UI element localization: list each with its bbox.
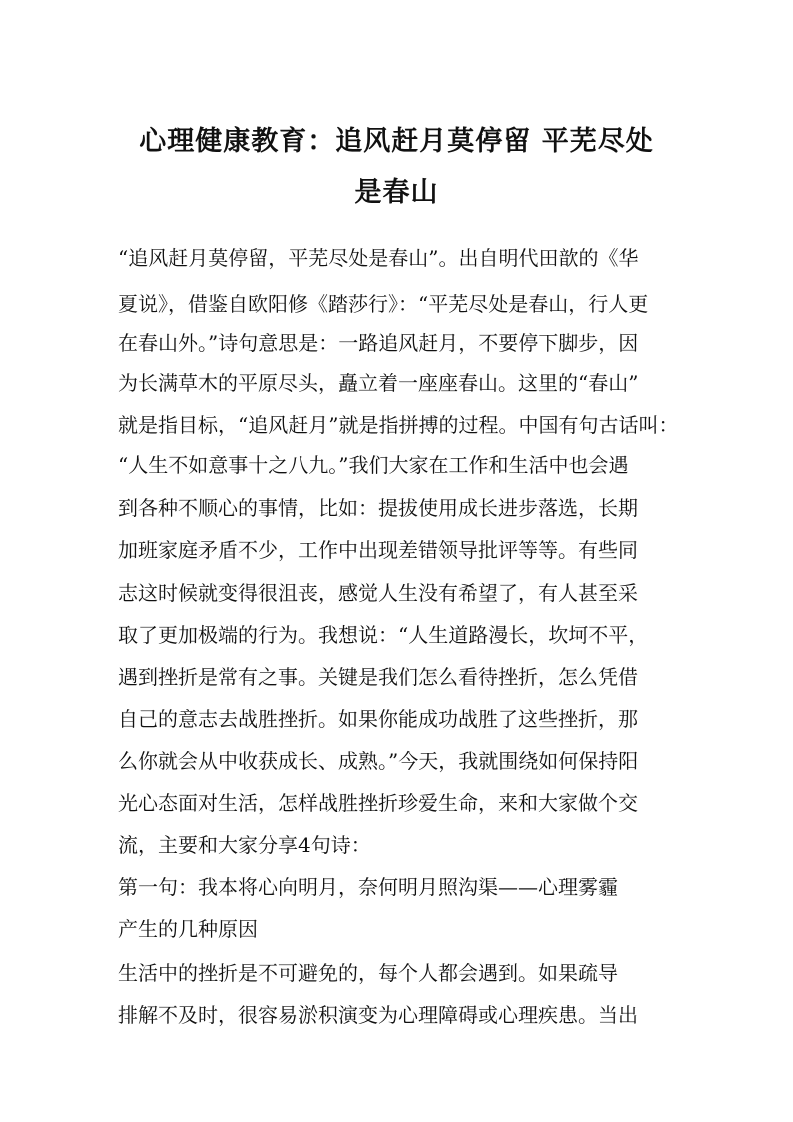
body-text-line: 光心态面对生活，怎样战胜挫折珍爱生命，来和大家做个交 bbox=[118, 791, 638, 815]
body-text-line: 流，主要和大家分享4句诗： bbox=[118, 833, 371, 857]
body-text-line: 到各种不顺心的事情，比如：提拔使用成长进步落选，长期 bbox=[118, 496, 638, 520]
document-title-line-1: 心理健康教育：追风赶月莫停留 平芜尽处 bbox=[139, 126, 654, 157]
document-title-line-2: 是春山 bbox=[354, 177, 439, 208]
section-heading-line: 第一句：我本将心向明月，奈何明月照沟渠——心理雾霾 bbox=[118, 875, 618, 899]
body-text-line: 夏说》，借鉴自欧阳修《踏莎行》：“平芜尽处是春山，行人更 bbox=[118, 292, 649, 316]
body-text-line: 就是指目标，“追风赶月”就是指拼搏的过程。中国有句古话叫： bbox=[118, 413, 679, 437]
body-text-line: 在春山外。”诗句意思是：一路追风赶月，不要停下脚步，因 bbox=[118, 331, 639, 355]
body-text-line: 生活中的挫折是不可避免的，每个人都会遇到。如果疏导 bbox=[118, 961, 618, 985]
body-text-line: “人生不如意事十之八九。”我们大家在工作和生活中也会遇 bbox=[118, 453, 629, 477]
body-text-line: “追风赶月莫停留，平芜尽处是春山”。出自明代田歆的《华 bbox=[118, 246, 639, 270]
section-heading-line: 产生的几种原因 bbox=[118, 917, 258, 941]
body-text-line: 志这时候就变得很沮丧，感觉人生没有希望了，有人甚至采 bbox=[118, 581, 638, 605]
body-text-line: 遇到挫折是常有之事。关键是我们怎么看待挫折，怎么凭借 bbox=[118, 665, 638, 689]
body-text-line: 自己的意志去战胜挫折。如果你能成功战胜了这些挫折，那 bbox=[118, 707, 638, 731]
body-text-line: 么你就会从中收获成长、成熟。”今天，我就围绕如何保持阳 bbox=[118, 749, 639, 773]
body-text-line: 加班家庭矛盾不少，工作中出现差错领导批评等等。有些同 bbox=[118, 538, 638, 562]
body-text-line: 排解不及时，很容易淤积演变为心理障碍或心理疾患。当出 bbox=[118, 1003, 638, 1027]
body-text-line: 取了更加极端的行为。我想说：“人生道路漫长，坎坷不平， bbox=[118, 623, 649, 647]
body-text-line: 为长满草木的平原尽头，矗立着一座座春山。这里的“春山” bbox=[118, 371, 639, 395]
